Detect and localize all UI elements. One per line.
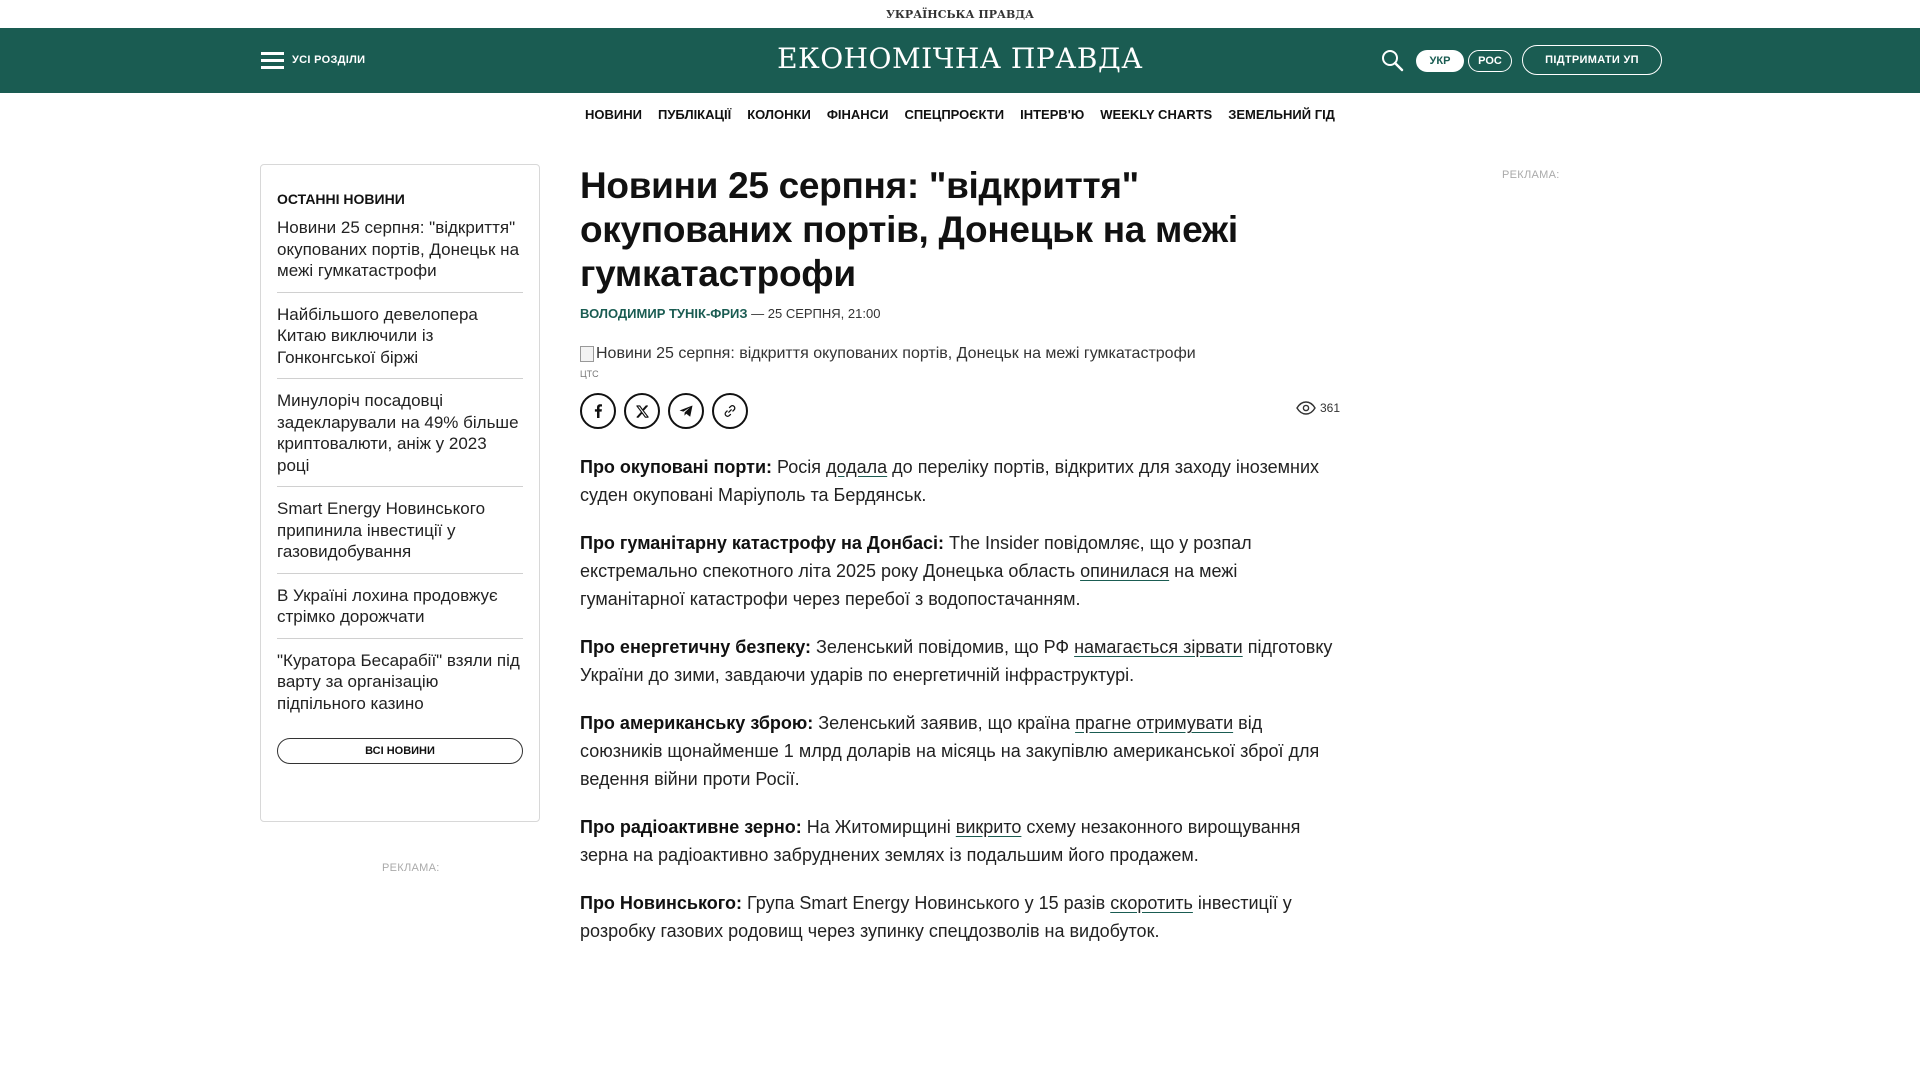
inline-link[interactable]: опинилася bbox=[1080, 561, 1170, 581]
ad-label-left: РЕКЛАМА: bbox=[382, 862, 440, 874]
paragraph-lead: Про окуповані порти: bbox=[580, 457, 773, 477]
paragraph-text: інвестиції у розробку газових родовищ через зупинку спецдозволів на видобуток. bbox=[580, 893, 1292, 941]
menu-label: УСІ РОЗДІЛИ bbox=[292, 54, 366, 66]
search-icon[interactable] bbox=[1380, 48, 1404, 72]
paragraph-text: до переліку портів, відкритих для заходу іноземних суден окуповані Маріуполь та Бердянськ. bbox=[580, 457, 1320, 505]
lang-ukr-button[interactable]: УКР bbox=[1416, 50, 1464, 72]
publish-date: — 25 СЕРПНЯ, 21:00 bbox=[747, 306, 881, 321]
hamburger-icon bbox=[261, 52, 284, 69]
up-brand-link[interactable]: УКРАЇНСЬКА ПРАВДА bbox=[886, 7, 1034, 21]
paragraph-lead: Про Новинського: bbox=[580, 893, 743, 913]
link-icon bbox=[722, 403, 738, 419]
paragraph-lead: Про гуманітарну катастрофу на Донбасі: bbox=[580, 533, 944, 553]
nav-item-interviews[interactable]: ІНТЕРВ'Ю bbox=[1020, 106, 1085, 122]
news-list-item[interactable]: Минулоріч посадовці задекларували на 49% більше криптовалюти, аніж у 2023 році bbox=[277, 390, 523, 487]
telegram-icon bbox=[678, 403, 694, 419]
sidebar-title: ОСТАННІ НОВИНИ bbox=[277, 191, 405, 207]
broken-image-icon bbox=[580, 346, 594, 362]
lang-ros-button[interactable]: РОС bbox=[1468, 50, 1512, 72]
facebook-icon bbox=[590, 403, 606, 419]
nav-item-land-guide[interactable]: ЗЕМЕЛЬНИЙ ГІД bbox=[1228, 106, 1335, 122]
nav-item-columns[interactable]: КОЛОНКИ bbox=[747, 106, 811, 122]
nav-item-finance[interactable]: ФІНАНСИ bbox=[826, 106, 889, 122]
top-strip bbox=[0, 0, 1920, 28]
news-list-item[interactable]: Новини 25 серпня: "відкриття" окупованих портів, Донецьк на межі гумкатастрофи bbox=[277, 217, 523, 293]
author-link[interactable]: ВОЛОДИМИР ТУНІК-ФРИЗ bbox=[580, 306, 748, 321]
paragraph-lead: Про енергетичну безпеку: bbox=[580, 637, 812, 657]
nav-item-news[interactable]: НОВИНИ bbox=[585, 106, 642, 122]
article-paragraph bbox=[580, 709, 1340, 793]
nav-item-special-projects[interactable]: СПЕЦПРОЄКТИ bbox=[904, 106, 1005, 122]
article-paragraph bbox=[580, 813, 1340, 869]
paragraph-text: Зеленський повідомив, що РФ bbox=[811, 637, 1075, 657]
article-image bbox=[580, 345, 1340, 363]
news-list-item[interactable]: "Куратора Бесарабії" взяли під варту за організацію підпільного казино bbox=[277, 650, 520, 713]
byline bbox=[580, 306, 1340, 321]
article-body bbox=[580, 453, 1340, 945]
share-row bbox=[580, 393, 1340, 429]
article-paragraph bbox=[580, 453, 1340, 509]
inline-link[interactable]: прагне отримувати bbox=[1075, 713, 1234, 733]
photo-credit: ЦТС bbox=[580, 369, 599, 379]
inline-link[interactable]: викрито bbox=[955, 817, 1022, 837]
paragraph-text: Група Smart Energy Новинського у 15 разів bbox=[742, 893, 1111, 913]
article-headline: Новини 25 серпня: "відкриття" окупованих портів, Донецьк на межі гумкатастрофи bbox=[580, 165, 1238, 294]
share-x-button[interactable] bbox=[624, 393, 660, 429]
view-count: 361 bbox=[1319, 401, 1340, 415]
nav-item-weekly-charts[interactable]: WEEKLY CHARTS bbox=[1100, 106, 1213, 122]
article-paragraph bbox=[580, 633, 1340, 689]
view-counter bbox=[1296, 401, 1340, 415]
paragraph-lead: Про радіоактивне зерно: bbox=[580, 817, 802, 837]
support-button[interactable]: ПІДТРИМАТИ УП bbox=[1522, 45, 1662, 75]
article-paragraph bbox=[580, 529, 1340, 613]
inline-link[interactable]: скоротить bbox=[1110, 893, 1193, 913]
paragraph-lead: Про американську зброю: bbox=[580, 713, 814, 733]
main-header bbox=[0, 28, 1920, 93]
share-telegram-button[interactable] bbox=[668, 393, 704, 429]
share-facebook-button[interactable] bbox=[580, 393, 616, 429]
paragraph-text: На Житомирщині bbox=[801, 817, 956, 837]
x-twitter-icon bbox=[635, 404, 650, 419]
section-nav bbox=[0, 93, 1920, 135]
site-logo[interactable]: ЕКОНОМІЧНА ПРАВДА bbox=[777, 42, 1143, 75]
paragraph-text: Росія bbox=[772, 457, 827, 477]
paragraph-text: на межі гуманітарної катастрофи через перебої з водопостачанням. bbox=[580, 561, 1238, 609]
latest-news-sidebar bbox=[260, 164, 540, 822]
paragraph-text: підготовку України до зими, завдаючи ударів по енергетичній інфраструктурі. bbox=[580, 637, 1333, 685]
article-paragraph bbox=[580, 889, 1340, 945]
copy-link-button[interactable] bbox=[712, 393, 748, 429]
news-list-item[interactable]: В Україні лохина продовжує стрімко дорожчати bbox=[277, 585, 523, 639]
image-alt-text: Новини 25 серпня: відкриття окупованих портів, Донецьк на межі гумкатастрофи bbox=[596, 345, 1196, 362]
eye-icon bbox=[1296, 401, 1316, 415]
inline-link[interactable]: намагається зірвати bbox=[1074, 637, 1243, 657]
ad-label-right: РЕКЛАМА: bbox=[1502, 169, 1560, 181]
paragraph-text: від союзників щонайменше 1 млрд доларів на місяць на закупівлю американської зброї для ведення війни проти Росії. bbox=[580, 713, 1320, 789]
paragraph-text: схему незаконного вирощування зерна на радіоактивно забруднених землях із подальшим його продажем. bbox=[580, 817, 1301, 865]
paragraph-text: The Insider повідомляє, що у розпал екстремально спекотного літа 2025 року Донецька область bbox=[580, 533, 1252, 581]
news-list-item[interactable]: Smart Energy Новинського припинила інвестиції у газовидобування bbox=[277, 498, 523, 574]
paragraph-text: Зеленський заявив, що країна bbox=[813, 713, 1076, 733]
news-list-item[interactable]: Найбільшого девелопера Китаю виключили із Гонконгської біржі bbox=[277, 304, 523, 380]
all-sections-menu-button[interactable] bbox=[261, 48, 365, 72]
all-news-button[interactable]: ВСІ НОВИНИ bbox=[277, 738, 523, 764]
article bbox=[580, 164, 1340, 965]
inline-link[interactable]: додала bbox=[826, 457, 888, 477]
nav-item-publications[interactable]: ПУБЛІКАЦІЇ bbox=[658, 106, 732, 122]
